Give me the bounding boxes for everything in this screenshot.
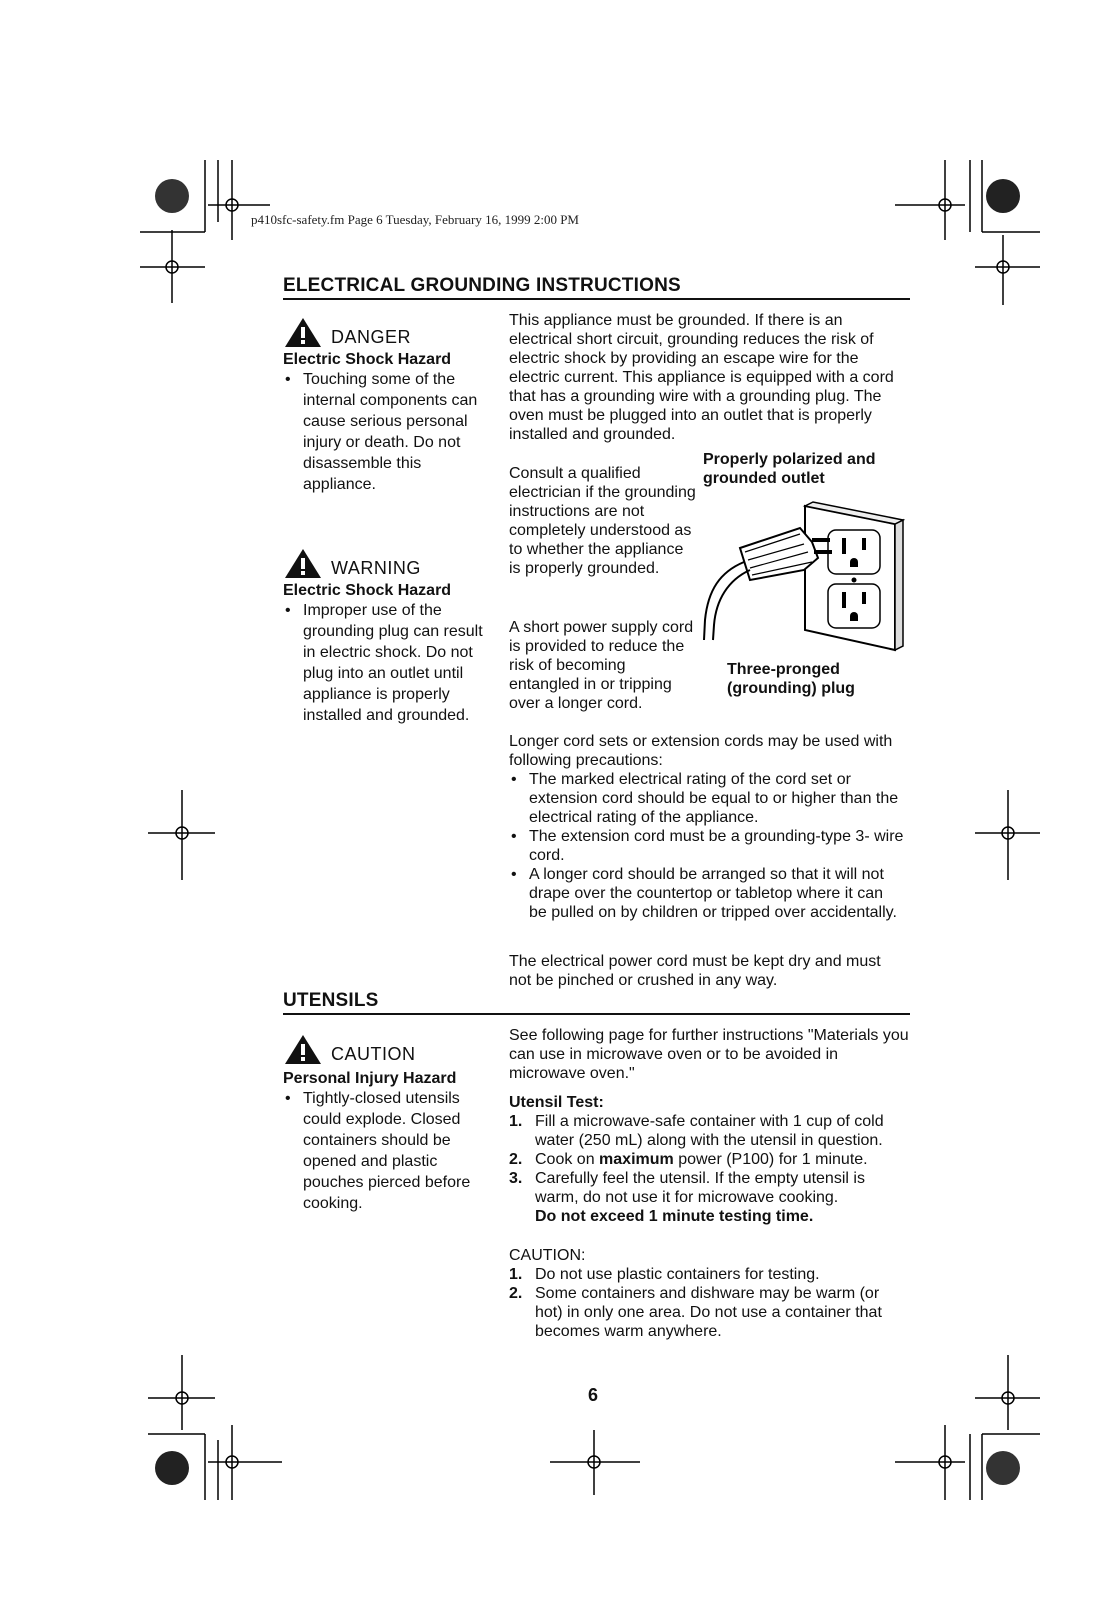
precautions-list: [509, 770, 904, 922]
caution-block: [283, 1033, 495, 1214]
precaution-item: • The extension cord must be a grounding-type 3- wire cord.: [509, 827, 904, 865]
see-following-text: See following page for further instructions "Materials you can use in microwave oven or to be avoided in microwave oven.": [509, 1027, 909, 1082]
step-text: Fill a microwave-safe container with 1 cup of cold water (250 mL) along with the utensil in question.: [535, 1113, 884, 1149]
step-text: [535, 1169, 909, 1226]
caution-list: [283, 1088, 491, 1214]
warning-block: [283, 547, 493, 726]
caution-title: CAUTION:: [509, 1247, 586, 1264]
test-step: [509, 1112, 909, 1150]
step-text: [535, 1150, 868, 1169]
danger-hazard: Electric Shock Hazard: [283, 351, 452, 368]
utensil-test-title: Utensil Test:: [509, 1094, 604, 1111]
caution-items: [509, 1265, 909, 1341]
step-text-bold-line: Do not exceed 1 minute testing time.: [535, 1208, 814, 1225]
caution-item: [509, 1284, 909, 1341]
file-header: p410sfc-safety.fm Page 6 Tuesday, February 16, 1999 2:00 PM: [251, 212, 579, 227]
utensils-title: UTENSILS: [283, 990, 379, 1011]
danger-bullet: • Touching some of the internal components can cause serious personal injury or death. Do not disassemble this appliance.: [283, 369, 488, 495]
printer-dot-icon: [986, 1451, 1020, 1485]
step-text-main: Carefully feel the utensil. If the empty utensil is warm, do not use it for microwave cooking.: [535, 1170, 865, 1206]
warning-triangle-icon: [283, 316, 323, 348]
precaution-item: • The marked electrical rating of the cord set or extension cord should be equal to or higher than the electrical rating of the appliance.: [509, 770, 904, 827]
danger-block: [283, 316, 493, 495]
outlet-label: Properly polarized and grounded outlet: [703, 451, 876, 487]
caution-hazard: Personal Injury Hazard: [283, 1070, 457, 1087]
caution-word: CAUTION: [331, 1044, 416, 1064]
warning-bullet: • Improper use of the grounding plug can result in electric shock. Do not plug into an outlet until appliance is properly installed and grounded.: [283, 600, 488, 726]
caution-bullet: • Tightly-closed utensils could explode. Closed containers should be opened and plastic pouches pierced before cooking.: [283, 1088, 491, 1214]
step-text-pre: Cook on: [535, 1151, 600, 1168]
caution-number: 1.: [509, 1266, 523, 1283]
plug-label: Three-pronged (grounding) plug: [727, 661, 855, 697]
short-cord-text: A short power supply cord is provided to reduce the risk of becoming entangled in or tripping over a longer cord.: [509, 619, 694, 712]
warning-triangle-icon: [283, 547, 323, 579]
step-text-bold: maximum: [599, 1151, 674, 1168]
dry-cord-text: The electrical power cord must be kept dry and must not be pinched or crushed in any way.: [509, 953, 881, 989]
printer-dot-icon: [155, 1451, 189, 1485]
utensils-rule: [283, 1013, 910, 1015]
outlet-plug-illustration: [700, 500, 905, 660]
page-number: 6: [588, 1385, 599, 1405]
printer-dot-icon: [986, 179, 1020, 213]
grounding-rule: [283, 298, 910, 300]
wall-outlet-icon: [805, 502, 903, 650]
caution-heading: [283, 1033, 495, 1065]
caution-item: [509, 1265, 909, 1284]
danger-heading: [283, 316, 493, 348]
test-step: [509, 1150, 909, 1169]
precaution-item: • A longer cord should be arranged so that it will not drape over the countertop or tabletop where it can be pulled on by children or tripped over accidentally.: [509, 865, 904, 922]
danger-word: DANGER: [331, 327, 412, 347]
warning-triangle-icon: [283, 1033, 323, 1065]
grounding-intro: This appliance must be grounded. If there is an electrical short circuit, grounding reduces the risk of electric shock by providing an escape wire for the electric current. This appliance is equipped with a cord that has a grounding wire with a grounding plug. The oven must be plugged into an outlet that is properly installed and grounded.: [509, 312, 894, 443]
step-number: 1.: [509, 1113, 523, 1130]
step-number: 3.: [509, 1170, 523, 1187]
longer-cord-text: Longer cord sets or extension cords may be used with following precautions:: [509, 733, 893, 769]
caution-text: Some containers and dishware may be warm (or hot) in only one area. Do not use a container that becomes warm anywhere.: [535, 1285, 882, 1340]
printer-dot-icon: [155, 179, 189, 213]
step-number: 2.: [509, 1151, 523, 1168]
grounding-title: ELECTRICAL GROUNDING INSTRUCTIONS: [283, 275, 681, 296]
utensil-test-steps: [509, 1112, 909, 1226]
warning-hazard: Electric Shock Hazard: [283, 582, 452, 599]
warning-word: WARNING: [331, 558, 421, 578]
caution-number: 2.: [509, 1285, 523, 1302]
consult-text: Consult a qualified electrician if the grounding instructions are not completely understood as to whether the appliance is properly grounded.: [509, 465, 696, 577]
caution-text: Do not use plastic containers for testing.: [535, 1266, 820, 1283]
warning-list: [283, 600, 488, 726]
warning-heading: [283, 547, 493, 579]
danger-list: [283, 369, 488, 495]
test-step: [509, 1169, 909, 1226]
step-text-post: power (P100) for 1 minute.: [673, 1151, 868, 1168]
